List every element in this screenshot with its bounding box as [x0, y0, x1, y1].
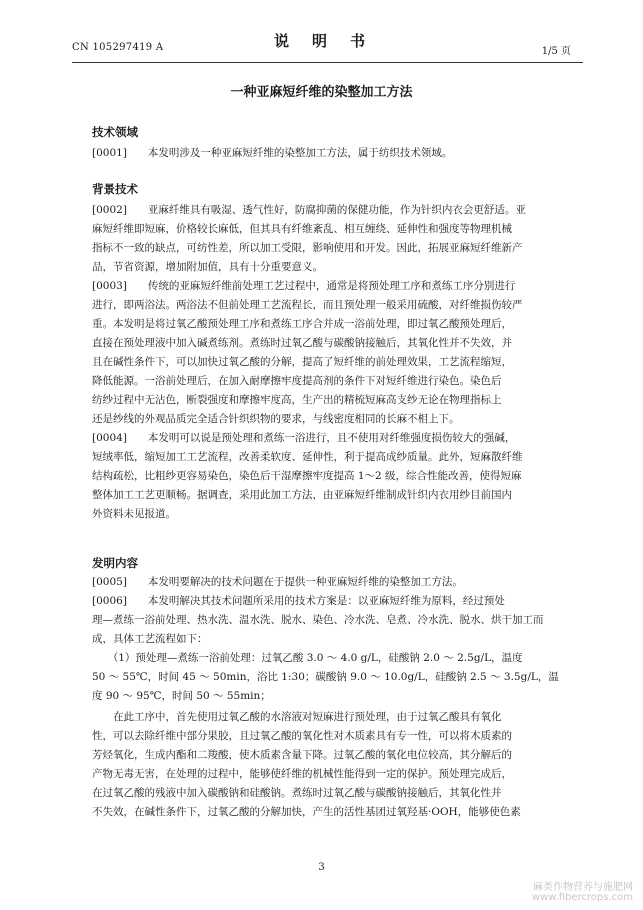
paragraph-line: 在此工序中，首先使用过氧乙酸的水溶液对短麻进行预处理，由于过氧乙酸具有氧化 [92, 711, 502, 723]
paragraph-line: 重。本发明是将过氧乙酸预处理工序和煮练工序合并成一浴前处理，即过氧乙酸预处理后， [92, 318, 512, 330]
header-divider [72, 62, 583, 63]
paragraph-line: 度 90 ～ 95℃，时间 50 ～ 55min； [92, 690, 271, 702]
paragraph-line: 结构疏松，比粗纱更容易染色，染色后干湿摩擦牢度提高 1～2 级，综合性能改善，使得短麻 [92, 470, 522, 482]
paragraph-line: 直接在预处理液中加入碱煮练剂。煮练时过氧乙酸与碳酸钠接触后，其氧化性并不失效，并 [92, 337, 512, 349]
paragraph-line: 成，具体工艺流程如下： [92, 633, 208, 645]
paragraph-line: 产物无毒无害，在处理的过程中，能够使纤维的机械性能得到一定的保护。预处理完成后， [92, 768, 512, 780]
section-heading-background: 背景技术 [92, 182, 138, 196]
watermark-text: 麻类作物营养与施肥网 [533, 882, 633, 893]
paragraph-line: 品，节省资源，增加附加值，具有十分重要意义。 [92, 261, 323, 273]
paragraph-line: 进行，即两浴法。两浴法不但前处理工艺流程长，而且预处理一般采用硫酸，对纤维损伤较严 [92, 299, 523, 311]
page-header [0, 30, 643, 60]
paragraph-line: 降低能源。一浴前处理后，在加入耐摩擦牢度提高剂的条件下对短纤维进行染色。染色后 [92, 375, 502, 387]
paragraph-line: 性，可以去除纤维中部分果胶，且过氧乙酸的氧化性对木质素具有专一性，可以将木质素的 [92, 730, 512, 742]
paragraph-line: 理—煮练一浴前处理、热水洗、温水洗、脱水、染色、冷水洗、皂煮、冷水洗、脱水、烘干加工而 [92, 614, 544, 626]
paragraph-line: 50 ～ 55℃，时间 45 ～ 50min，浴比 1:30；碳酸钠 9.0 ～ 10.0g/L，硅酸钠 2.5 ～ 3.5g/L，温 [92, 671, 559, 683]
page-indicator: 1/5 页 [541, 46, 571, 57]
paragraph-line: 短绒率低，缩短加工工艺流程，改善柔软度、延伸性，利于提高成纱质量。此外，短麻散纤维 [92, 451, 523, 463]
section-heading-invention: 发明内容 [92, 556, 138, 570]
paragraph-line: 纺纱过程中无沾色，断裂强度和摩擦牢度高，生产出的精梳短麻高支纱无论在物理指标上 [92, 394, 502, 406]
patent-number: CN 105297419 A [72, 42, 164, 53]
paragraph-line: [0002] 亚麻纤维具有吸湿、透气性好，防腐抑菌的保健功能，作为针织内衣会更舒适。亚 [92, 204, 526, 216]
paragraph-line: 在过氧乙酸的残液中加入碳酸钠和硅酸钠。煮练时过氧乙酸与碳酸钠接触后，其氧化性并 [92, 787, 502, 799]
paragraph-line: 且在碱性条件下，可以加快过氧乙酸的分解，提高了短纤维的前处理效果，工艺流程缩短， [92, 356, 512, 368]
paragraph-line: 指标不一致的缺点，可纺性差，所以加工受限，影响使用和开发。因此，拓展亚麻短纤维新产 [92, 242, 523, 254]
paragraph-line: 外资料未见报道。 [92, 508, 176, 520]
paragraph-line: [0006] 本发明解决其技术问题所采用的技术方案是：以亚麻短纤维为原料，经过预处 [92, 595, 505, 607]
paragraph-line: 还是纱线的外观品质完全适合针织织物的要求，与线密度相同的长麻不相上下。 [92, 413, 460, 425]
paragraph-line: 整体加工工艺更顺畅。据调查，采用此加工方法，由亚麻短纤维制成针织内衣用纱目前国内 [92, 489, 512, 501]
section-heading-tech-field: 技术领域 [92, 125, 138, 139]
paragraph-line: [0003] 传统的亚麻短纤维前处理工艺过程中，通常是将预处理工序和煮练工序分别进行 [92, 280, 516, 292]
paragraph-line: 不失效，在碱性条件下，过氧乙酸的分解加快，产生的活性基团过氧羟基·OOH，能够使色素 [92, 806, 521, 818]
invention-title: 一种亚麻短纤维的染整加工方法 [230, 85, 413, 100]
paragraph-line: [0001] 本发明涉及一种亚麻短纤维的染整加工方法，属于纺织技术领域。 [92, 147, 453, 159]
document-type-title: 说 明 书 [273, 32, 369, 50]
paragraph-line: [0005] 本发明要解决的技术问题在于提供一种亚麻短纤维的染整加工方法。 [92, 576, 463, 588]
paragraph-line: 芳烃氧化，生成内酯和二羧酸，使木质素含量下降。过氧乙酸的氧化电位较高，其分解后的 [92, 749, 512, 761]
paragraph-line: 麻短纤维即短麻，价格较长麻低，但其具有纤维紊乱、相互缠绕、延伸性和强度等物理机械 [92, 223, 512, 235]
page-number: 3 [318, 862, 325, 873]
watermark-url: www.fibercrops.com [531, 892, 633, 903]
paragraph-line: （1）预处理—煮练一浴前处理：过氧乙酸 3.0 ～ 4.0 g/L，硅酸钠 2.0 ～ 2.5g/L，温度 [92, 652, 523, 664]
paragraph-line: [0004] 本发明可以说是预处理和煮练一浴进行，且不使用对纤维强度损伤较大的强碱， [92, 432, 516, 444]
